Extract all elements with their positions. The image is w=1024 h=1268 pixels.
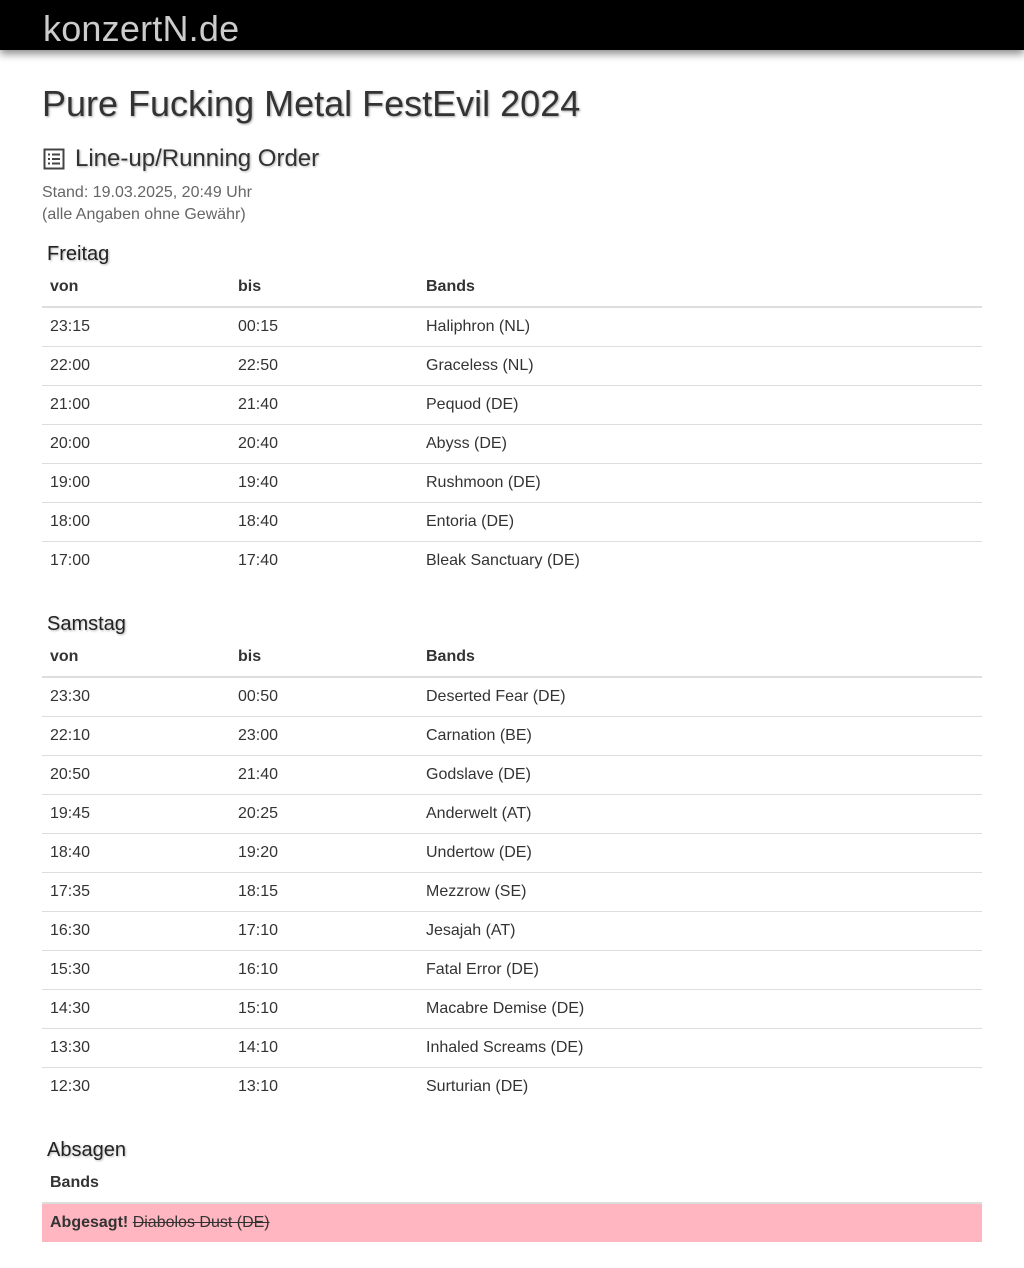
cell-bis: 13:10 bbox=[230, 1068, 418, 1107]
disclaimer: (alle Angaben ohne Gewähr) bbox=[42, 206, 246, 223]
table-row bbox=[42, 425, 982, 464]
cell-band: Bleak Sanctuary (DE) bbox=[418, 542, 982, 581]
column-header-von: von bbox=[42, 638, 230, 677]
cell-von: 18:00 bbox=[42, 503, 230, 542]
cell-band: Pequod (DE) bbox=[418, 386, 982, 425]
subtitle-text: Line-up/Running Order bbox=[75, 145, 320, 172]
cell-band: Jesajah (AT) bbox=[418, 912, 982, 951]
cell-bis: 19:40 bbox=[230, 464, 418, 503]
cell-bis: 00:15 bbox=[238, 318, 279, 335]
cell-band: Carnation (BE) bbox=[418, 717, 982, 756]
cell-band: Deserted Fear (DE) bbox=[426, 688, 566, 705]
cell-bis: 22:50 bbox=[230, 347, 418, 386]
table-row bbox=[42, 795, 982, 834]
stand-timestamp: Stand: 19.03.2025, 20:49 Uhr bbox=[42, 184, 252, 201]
table-row bbox=[42, 307, 982, 347]
cell-band: Undertow (DE) bbox=[418, 834, 982, 873]
cell-von: 23:15 bbox=[50, 318, 91, 335]
column-header-bands: Bands bbox=[418, 638, 982, 677]
cancelled-badge: Abgesagt! bbox=[50, 1214, 129, 1231]
column-header-bands: Bands bbox=[42, 1164, 982, 1203]
table-row bbox=[42, 542, 982, 581]
day-section-freitag bbox=[42, 240, 982, 580]
table-row bbox=[42, 756, 982, 795]
cell-bis: 20:40 bbox=[230, 425, 418, 464]
cell-bis: 23:00 bbox=[230, 717, 418, 756]
cell-von: 20:50 bbox=[42, 756, 230, 795]
top-navbar bbox=[0, 0, 1024, 50]
cancelled-row bbox=[42, 1203, 982, 1242]
table-row bbox=[42, 912, 982, 951]
cell-von: 12:30 bbox=[42, 1068, 230, 1107]
cell-bis: 14:10 bbox=[230, 1029, 418, 1068]
cell-band: Graceless (NL) bbox=[418, 347, 982, 386]
table-header-row bbox=[42, 268, 982, 307]
table-row bbox=[42, 1029, 982, 1068]
cell-von: 17:35 bbox=[42, 873, 230, 912]
site-brand-link[interactable]: konzertN.de bbox=[43, 8, 240, 49]
cell-von: 19:00 bbox=[42, 464, 230, 503]
table-header-row bbox=[42, 638, 982, 677]
cell-band: Inhaled Screams (DE) bbox=[418, 1029, 982, 1068]
cell-bis: 19:20 bbox=[230, 834, 418, 873]
day-title: Samstag bbox=[47, 613, 126, 635]
cell-von: 22:10 bbox=[42, 717, 230, 756]
cell-band: Fatal Error (DE) bbox=[418, 951, 982, 990]
cell-bis: 21:40 bbox=[230, 756, 418, 795]
table-row bbox=[42, 873, 982, 912]
cell-bis: 17:10 bbox=[230, 912, 418, 951]
cell-von: 22:00 bbox=[42, 347, 230, 386]
schedule-table bbox=[42, 268, 982, 580]
cell-bis: 21:40 bbox=[230, 386, 418, 425]
table-row bbox=[42, 464, 982, 503]
column-header-bis: bis bbox=[230, 638, 418, 677]
cell-von: 14:30 bbox=[42, 990, 230, 1029]
cell-bis: 16:10 bbox=[230, 951, 418, 990]
cell-von: 19:45 bbox=[42, 795, 230, 834]
cell-von: 21:00 bbox=[42, 386, 230, 425]
cell-bis: 17:40 bbox=[230, 542, 418, 581]
cancelled-band: Diabolos Dust (DE) bbox=[132, 1214, 270, 1231]
cancellations-section bbox=[42, 1136, 982, 1242]
cell-band: Godslave (DE) bbox=[418, 756, 982, 795]
table-row bbox=[42, 834, 982, 873]
cell-band: Rushmoon (DE) bbox=[418, 464, 982, 503]
cell-von: 23:30 bbox=[50, 688, 91, 705]
day-section-samstag bbox=[42, 610, 982, 1106]
list-icon bbox=[42, 147, 66, 171]
table-row bbox=[42, 503, 982, 542]
column-header-bis: bis bbox=[230, 268, 418, 307]
cell-band: Entoria (DE) bbox=[418, 503, 982, 542]
cell-band: Haliphron (NL) bbox=[426, 318, 531, 335]
cell-bis: 18:40 bbox=[230, 503, 418, 542]
stand-info bbox=[42, 182, 252, 226]
page-title: Pure Fucking Metal FestEvil 2024 bbox=[42, 83, 581, 124]
cell-von: 18:40 bbox=[42, 834, 230, 873]
cell-von: 16:30 bbox=[42, 912, 230, 951]
table-row bbox=[42, 347, 982, 386]
table-header-row bbox=[42, 1164, 982, 1203]
cell-bis: 00:50 bbox=[238, 688, 279, 705]
cancellations-table bbox=[42, 1164, 982, 1242]
table-row bbox=[42, 990, 982, 1029]
table-row bbox=[42, 677, 982, 717]
cell-bis: 18:15 bbox=[230, 873, 418, 912]
table-row bbox=[42, 386, 982, 425]
cell-band: Abyss (DE) bbox=[418, 425, 982, 464]
cell-band: Surturian (DE) bbox=[418, 1068, 982, 1107]
cell-bis: 15:10 bbox=[230, 990, 418, 1029]
cell-bis: 20:25 bbox=[230, 795, 418, 834]
page-subtitle bbox=[42, 144, 319, 174]
cell-von: 13:30 bbox=[42, 1029, 230, 1068]
cell-band: Anderwelt (AT) bbox=[418, 795, 982, 834]
column-header-bands: Bands bbox=[418, 268, 982, 307]
cancellations-title: Absagen bbox=[47, 1139, 126, 1161]
cell-von: 17:00 bbox=[42, 542, 230, 581]
table-row bbox=[42, 717, 982, 756]
cell-von: 15:30 bbox=[42, 951, 230, 990]
table-row bbox=[42, 1068, 982, 1107]
cell-band: Macabre Demise (DE) bbox=[418, 990, 982, 1029]
table-row bbox=[42, 951, 982, 990]
cell-band: Mezzrow (SE) bbox=[418, 873, 982, 912]
cell-von: 20:00 bbox=[42, 425, 230, 464]
cancelled-cell bbox=[42, 1203, 982, 1242]
day-title: Freitag bbox=[47, 243, 110, 265]
schedule-table bbox=[42, 638, 982, 1106]
column-header-von: von bbox=[42, 268, 230, 307]
